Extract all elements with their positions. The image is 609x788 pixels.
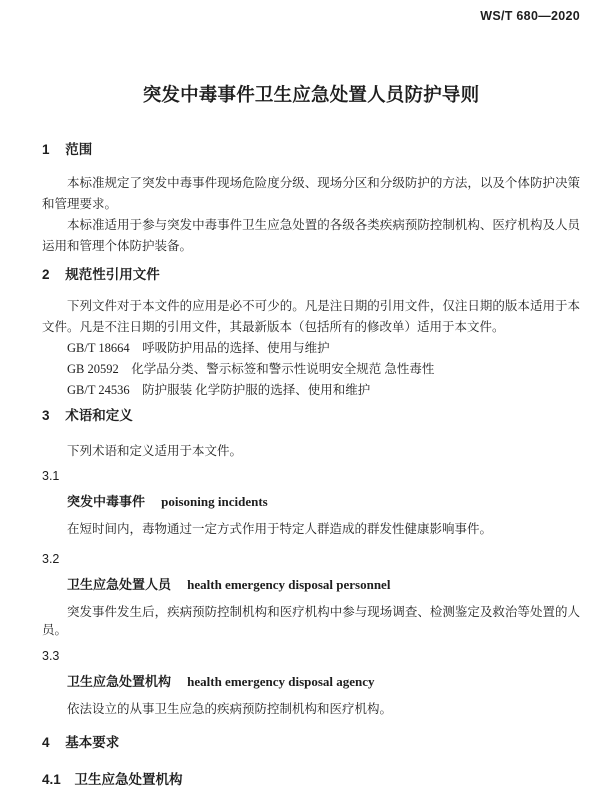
term-3-1-name — [42, 493, 580, 511]
section-3-number: 3 — [42, 408, 50, 423]
term-3-2-definition: 突发事件发生后，疾病预防控制机构和医疗机构中参与现场调查、检测鉴定及救治等处置的人员。 — [42, 605, 580, 637]
section-3-title: 术语和定义 — [65, 408, 133, 423]
section-4-title: 基本要求 — [65, 735, 120, 750]
section-2-number: 2 — [42, 267, 50, 282]
section-2-title: 规范性引用文件 — [65, 267, 160, 282]
term-entry-3-2 — [42, 550, 580, 639]
term-3-1-en: poisoning incidents — [161, 494, 268, 509]
term-3-2-zh: 卫生应急处置人员 — [67, 577, 172, 592]
section-4-1-title: 卫生应急处置机构 — [74, 772, 183, 787]
term-3-3-name — [42, 673, 580, 691]
term-3-1-zh: 突发中毒事件 — [67, 494, 146, 509]
term-3-3-en: health emergency disposal agency — [187, 674, 375, 689]
reference-item-3: GB/T 24536 防护服装 化学防护服的选择、使用和维护 — [67, 383, 371, 397]
reference-item-2: GB 20592 化学品分类、警示标签和警示性说明安全规范 急性毒性 — [67, 362, 435, 376]
term-3-2-en: health emergency disposal personnel — [187, 577, 391, 592]
references-intro: 下列文件对于本文件的应用是必不可少的。凡是注日期的引用文件，仅注日期的版本适用于本文件。凡是不注日期的引用文件，其最新版本（包括所有的修改单）适用于本文件。 — [42, 299, 580, 334]
scope-paragraph-2: 本标准适用于参与突发中毒事件卫生应急处置的各级各类疾病预防控制机构、医疗机构及人员运用和管理个体防护装备。 — [42, 218, 580, 253]
scope-paragraph-1: 本标准规定了突发中毒事件现场危险度分级、现场分区和分级防护的方法，以及个体防护决策和管理要求。 — [42, 176, 580, 211]
section-3-heading — [42, 407, 580, 424]
term-entry-3-1 — [42, 467, 580, 538]
term-3-2-name — [42, 576, 580, 594]
term-3-1-number: 3.1 — [42, 469, 60, 483]
doc-title: 突发中毒事件卫生应急处置人员防护导则 — [142, 84, 480, 105]
reference-list — [42, 338, 580, 401]
section-4-number: 4 — [42, 735, 50, 750]
section-1-title: 范围 — [65, 142, 93, 157]
section-4-heading — [42, 734, 580, 751]
term-3-3-number: 3.3 — [42, 649, 60, 663]
reference-item-1: GB/T 18664 呼吸防护用品的选择、使用与维护 — [67, 341, 330, 355]
term-3-3-definition: 依法设立的从事卫生应急的疾病预防控制机构和医疗机构。 — [67, 702, 393, 716]
section-4-1-number: 4.1 — [42, 772, 61, 787]
doc-number: WS/T 680—2020 — [480, 9, 580, 23]
section-1-number: 1 — [42, 142, 50, 157]
term-entry-3-3 — [42, 647, 580, 718]
section-2-heading — [42, 266, 580, 283]
scope-body — [42, 173, 580, 257]
term-3-1-definition: 在短时间内，毒物通过一定方式作用于特定人群造成的群发性健康影响事件。 — [67, 522, 493, 536]
term-3-3-zh: 卫生应急处置机构 — [67, 674, 172, 689]
terms-intro: 下列术语和定义适用于本文件。 — [67, 444, 243, 458]
term-3-2-number: 3.2 — [42, 552, 60, 566]
section-1-heading — [42, 141, 580, 158]
